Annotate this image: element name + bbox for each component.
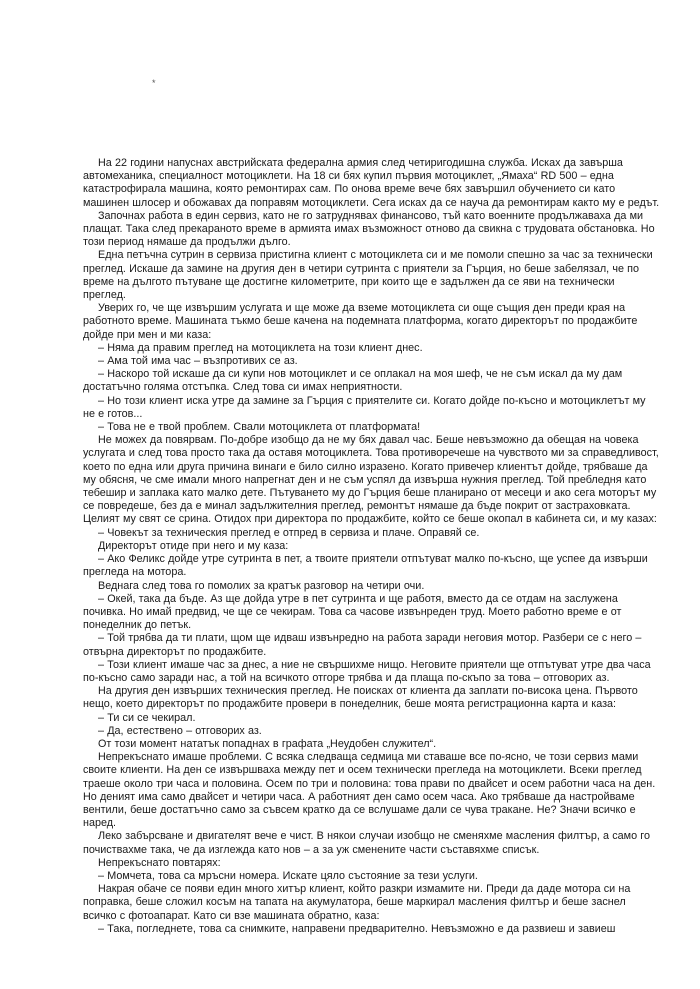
- dialogue-line: – Но този клиент иска утре да замине за Гърция с приятелите си. Когато дойде по-късно и мотоциклетът му не е готов...: [83, 394, 646, 420]
- dialogue-line: – Той трябва да ти плати, щом ще идваш извънредно на работа заради неговия мотор. Разбери се с него – отвърна директорът по продажбите.: [83, 632, 642, 658]
- dialogue-line: – Този клиент имаше час за днес, а ние не свършихме нищо. Неговите приятели ще отпътуват утре два часа по-късно само заради нас, а той на всичкото отгоре трябва и да плаща по-скъпо за това – отговорих аз.: [83, 658, 651, 684]
- paragraph: Започнах работа в един сервиз, като не го затруднявах финансово, тъй като военните продължаваха да ми плащат. Така след прекараното време в армията имах възможност отново да свикна с трудовата обстановка. Но този период нямаше да продължи дълго.: [83, 209, 655, 249]
- dialogue-line: – Ама той има час – възпротивих се аз.: [98, 355, 298, 368]
- page-mark: *: [152, 78, 156, 88]
- paragraph: Не можех да повярвам. По-добре изобщо да не му бях давал час. Беше невъзможно да обещая на човека услугата и след това просто така да оставя мотоциклета. Това противоречеше на чувството ми за справедливост, което по една или друга причина винаги е било силно изразено. Когато привечер клиентът дойде, трябваше да му обясня, че сме имали много напрегнат ден и не съм успял да извърша нужния преглед. Той пребледня като тебешир и заплака като малко дете. Пътуването му до Гърция беше планирано от месеци и ако сега моторът му се повредеше, без да е минал задължителния преглед, ремонтът нямаше да бъде покрит от застраховката. Целият му свят се срина. Отидох при директора по продажбите, който се беше окопал в кабинета си, и му казах:: [83, 434, 659, 526]
- paragraph: Непрекъснато имаше проблеми. С всяка следваща седмица ми ставаше все по-ясно, че този сервиз мами своите клиенти. На ден се извършваха между пет и осем технически прегледа на мотоциклети. Всеки преглед траеше около три часа и половина. Осем по три и половина: това прави по двайсет и осем работни часа на ден. Но деният има само двайсет и четири часа. А работният ден само осем часа. Ако трябваше да настройваме вентили, беше достатъчно само за съвсем кратко да се вслушаме дали се чува тракане. Не? Значи всичко е наред.: [83, 751, 656, 830]
- paragraph: Уверих го, че ще извършим услугата и ще може да вземе мотоциклета си още същия ден преди края на работното време. Машината тъкмо беше качена на подемната платформа, когато директорът по продажбите дойде при мен и ми каза:: [83, 302, 638, 341]
- paragraph: На другия ден извърших техническия преглед. Не поисках от клиента да заплати по-висока цена. Първото нещо, което директорът по продажбите провери в понеделник, беше моята регистрационна карта и каза:: [83, 685, 638, 711]
- paragraph: Веднага след това го помолих за кратък разговор на четири очи.: [98, 579, 425, 592]
- paragraph: От този момент нататък попаднах в графата „Неудобен служител“.: [98, 737, 437, 750]
- document-body: [83, 157, 660, 936]
- paragraph: Накрая обаче се появи един много хитър клиент, който разкри измамите ни. Преди да даде мотора си на поправка, беше сложил косъм на тапата на акумулатора, беше маркирал масления филтър и беше заснел всичко с фотоапарат. Като си взе машината обратно, каза:: [83, 883, 631, 922]
- paragraph: Леко забърсване и двигателят вече е чист. В някои случаи изобщо не сменяхме масления филтър, а само го почиствахме така, че да изглежда като нов – а за уж сменените части съставяхме списък.: [83, 830, 650, 856]
- dialogue-line: – Да, естествено – отговорих аз.: [98, 724, 262, 737]
- paragraph: Непрекъснато повтарях:: [98, 856, 221, 869]
- dialogue-line: – Ти си се чекирал.: [98, 711, 196, 724]
- dialogue-line: – Това не е твой проблем. Свали мотоциклета от платформата!: [98, 421, 421, 434]
- dialogue-line: – Така, погледнете, това са снимките, направени предварително. Невъзможно е да развиеш и завиеш: [98, 922, 616, 935]
- paragraph: Директорът отиде при него и му каза:: [98, 539, 289, 552]
- paragraph: На 22 години напуснах австрийската федерална армия след четиригодишна служба. Искаx да завърша автомеханика, специалност мотоциклети. На 18 си бях купил първия мотоциклет, „Ямаха“ RD 500 – една катастрофирала машина, която ремонтирах сам. По онова време вече бях завършил обучението си като машинен шлосер и обожавах да поправям мотоциклети. Сега исках да се науча да ремонтирам както му е редът.: [83, 157, 660, 209]
- dialogue-line: – Ако Феликс дойде утре сутринта в пет, а твоите приятели отпътуват малко по-късно, ще успее да извърши прегледа на мотора.: [83, 553, 648, 579]
- dialogue-line: – Окей, така да бъде. Аз ще дойда утре в пет сутринта и ще работя, вместо да се отдам на заслужена почивка. Но имай предвид, че ще се чекирам. Това са часове извънреден труд. Моето работно време е от понеделник до петък.: [83, 592, 622, 632]
- paragraph: Една петъчна сутрин в сервиза пристигна клиент с мотоциклета си и ме помоли спешно за час за технически преглед. Искаше да замине на другия ден в четири сутринта с приятели за Гърция, но беше забелязал, че по време на дългото пътуване ще достигне километрите, при които ще е задължен да се яви на технически преглед.: [83, 249, 653, 302]
- dialogue-line: – Човекът за техническия преглед е отпред в сервиза и плаче. Оправяй се.: [98, 526, 480, 539]
- dialogue-line: – Наскоро той искаше да си купи нов мотоциклет и се оплакал на моя шеф, че не съм искал да му дам достатъчно голяма отстъпка. След това си имах неприятности.: [83, 368, 623, 394]
- dialogue-line: – Няма да правим преглед на мотоциклета на този клиент днес.: [98, 341, 423, 354]
- dialogue-line: – Момчета, това са мръсни номера. Искате цяло състояние за тези услуги.: [98, 869, 478, 882]
